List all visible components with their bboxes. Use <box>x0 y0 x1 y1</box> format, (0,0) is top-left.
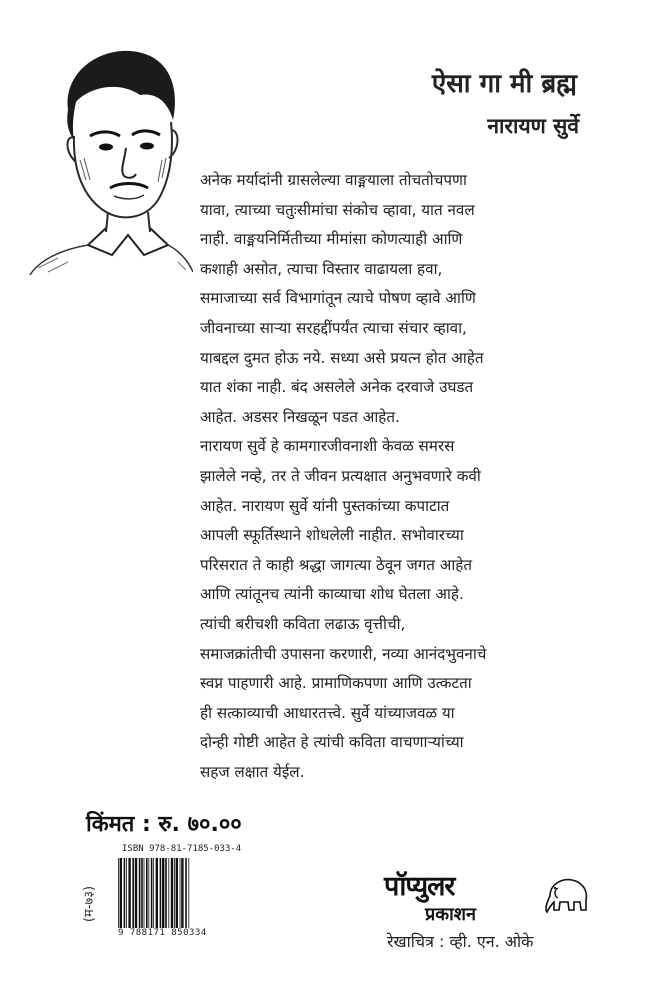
barcode-bar <box>126 858 127 928</box>
barcode-bar <box>162 858 164 928</box>
barcode-bar <box>135 858 137 928</box>
barcode-bar <box>144 858 145 928</box>
barcode-bar <box>153 858 154 928</box>
blurb-line: त्यांची बरीचशी कविता लढाऊ वृत्तीची, <box>200 614 406 633</box>
blurb-line: नारायण सुर्वे हे कामगारजीवनाशी केवळ समरस <box>200 437 455 456</box>
blurb-line: आणि त्यांतूनच त्यांनी काव्याचा शोध घेतला आहे. <box>200 585 464 604</box>
barcode-bar <box>185 858 187 928</box>
series-code: (म-७३) <box>82 885 98 923</box>
price-label: किंमत : रु. ७०.०० <box>86 812 242 837</box>
blurb-line: यात शंका नाही. बंद असलेले अनेक दरवाजे उघडत <box>200 378 474 397</box>
barcode-bar <box>180 858 181 928</box>
blurb-line: समाजक्रांतीची उपासना करणारी, नव्या आनंदभुवनाचे <box>200 644 487 663</box>
barcode-bar <box>128 858 130 928</box>
illustrator-credit: रेखाचित्र : व्ही. एन. ओके <box>387 932 534 951</box>
blurb-line: जीवनाच्या साऱ्या सरहद्दींपर्यंत त्याचा संचार व्हावा, <box>200 318 467 337</box>
barcode-bar <box>141 858 143 928</box>
blurb-line: नाही. वाङ्मयनिर्मितीच्या मीमांसा कोणत्याही आणि <box>200 230 463 249</box>
blurb-line: ही सत्काव्याची आधारतत्त्वे. सुर्वे यांच्याजवळ या <box>200 703 455 722</box>
isbn-text: ISBN 978-81-7185-033-4 <box>122 844 242 854</box>
blurb-line: यावा, त्याच्या चतुःसीमांचा संकोच व्हावा, यात नवल <box>200 200 475 219</box>
barcode-bar <box>176 858 178 928</box>
publisher-logo-name: पॉप्युलर <box>384 871 455 902</box>
elephant-icon <box>544 874 590 914</box>
barcode-bar <box>139 858 141 928</box>
barcode-bar <box>188 858 189 928</box>
barcode-bar <box>146 858 148 928</box>
author-name: नारायण सुर्वे <box>487 114 579 138</box>
blurb-line: आहेत. अडसर निखळून पडत आहेत. <box>200 407 400 426</box>
barcode-bar <box>118 858 119 928</box>
author-portrait-sketch <box>28 40 193 275</box>
barcode-bar <box>124 858 126 928</box>
barcode <box>116 858 232 928</box>
barcode-bar <box>168 858 169 928</box>
blurb-text <box>200 166 640 787</box>
barcode-bar <box>181 858 183 928</box>
blurb-line: परिसरात ते काही श्रद्धा जागत्या ठेवून जगत आहेत <box>200 555 473 574</box>
barcode-bar <box>132 858 134 928</box>
barcode-digits: 9 788171 850334 <box>118 928 207 938</box>
barcode-bar <box>156 858 158 928</box>
barcode-bar <box>160 858 162 928</box>
barcode-bar <box>120 858 122 928</box>
barcode-bar <box>148 858 149 928</box>
barcode-bar <box>151 858 153 928</box>
barcode-bar <box>171 858 173 928</box>
blurb-line: दोन्ही गोष्टी आहेत हे त्यांची कविता वाचणाऱ्यांच्या <box>200 733 464 752</box>
blurb-line: समाजाच्या सर्व विभागांतून त्याचे पोषण व्हावे आणि <box>200 289 476 308</box>
blurb-line: आपली स्फूर्तिस्थाने शोधलेली नाहीत. सभोवारच्या <box>200 526 464 545</box>
barcode-bar <box>174 858 175 928</box>
publisher-logo-sub: प्रकाशन <box>425 904 476 925</box>
book-title: ऐसा गा मी ब्रह्म <box>431 69 577 99</box>
blurb-line: कशाही असोत, त्याचा विस्तार वाढायला हवा, <box>200 259 443 278</box>
blurb-line: झालेले नव्हे, तर ते जीवन प्रत्यक्षात अनुभवणारे कवी <box>200 466 481 485</box>
blurb-line: आहेत. नारायण सुर्वे यांनी पुस्तकांच्या कपाटात <box>200 496 450 515</box>
blurb-line: याबद्दल दुमत होऊ नये. सध्या असे प्रयत्न होत आहेत <box>200 348 484 367</box>
barcode-bar <box>165 858 167 928</box>
blurb-line: स्वप्न पाहणारी आहे. प्रामाणिकपणा आणि उत्कटता <box>200 674 472 693</box>
blurb-line: सहज लक्षात येईल. <box>200 762 305 781</box>
blurb-line: अनेक मर्यादांनी ग्रासलेल्या वाङ्मयाला तोचतोचपणा <box>200 171 467 189</box>
